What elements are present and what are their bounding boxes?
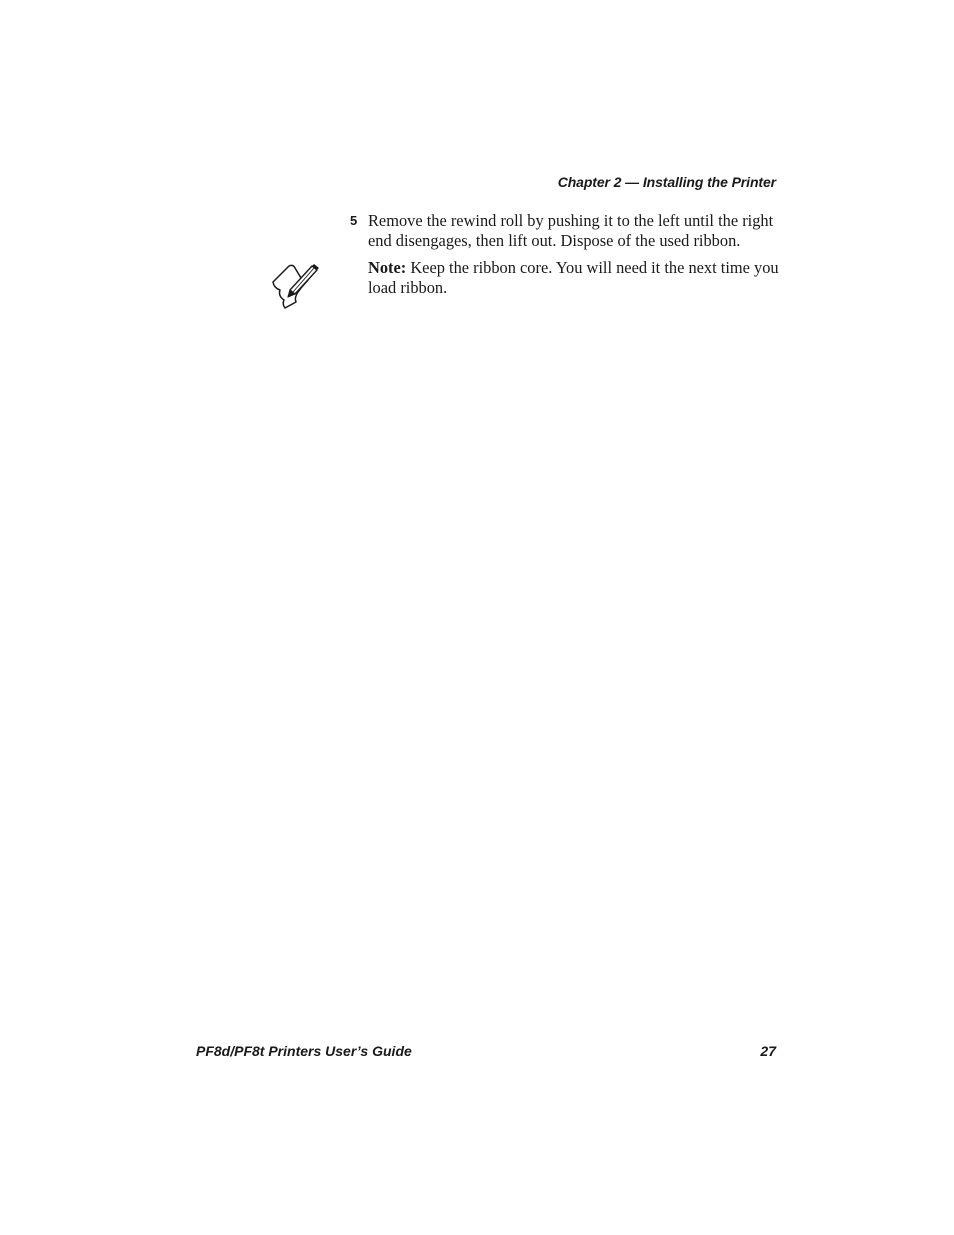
- footer-guide-title: PF8d/PF8t Printers User’s Guide: [196, 1043, 412, 1059]
- note-pencil-icon: [268, 260, 322, 312]
- procedure-step: [350, 211, 780, 250]
- note-body: Keep the ribbon core. You will need it the next time you load ribbon.: [368, 258, 779, 297]
- note-label: Note:: [368, 258, 407, 277]
- running-header: Chapter 2 — Installing the Printer: [557, 174, 776, 190]
- note-text: [368, 258, 780, 297]
- step-text: Remove the rewind roll by pushing it to the left until the right end disengages, then lift out. Dispose of the used ribbon.: [368, 211, 774, 250]
- page-number: 27: [760, 1043, 776, 1059]
- step-number: 5: [350, 213, 358, 228]
